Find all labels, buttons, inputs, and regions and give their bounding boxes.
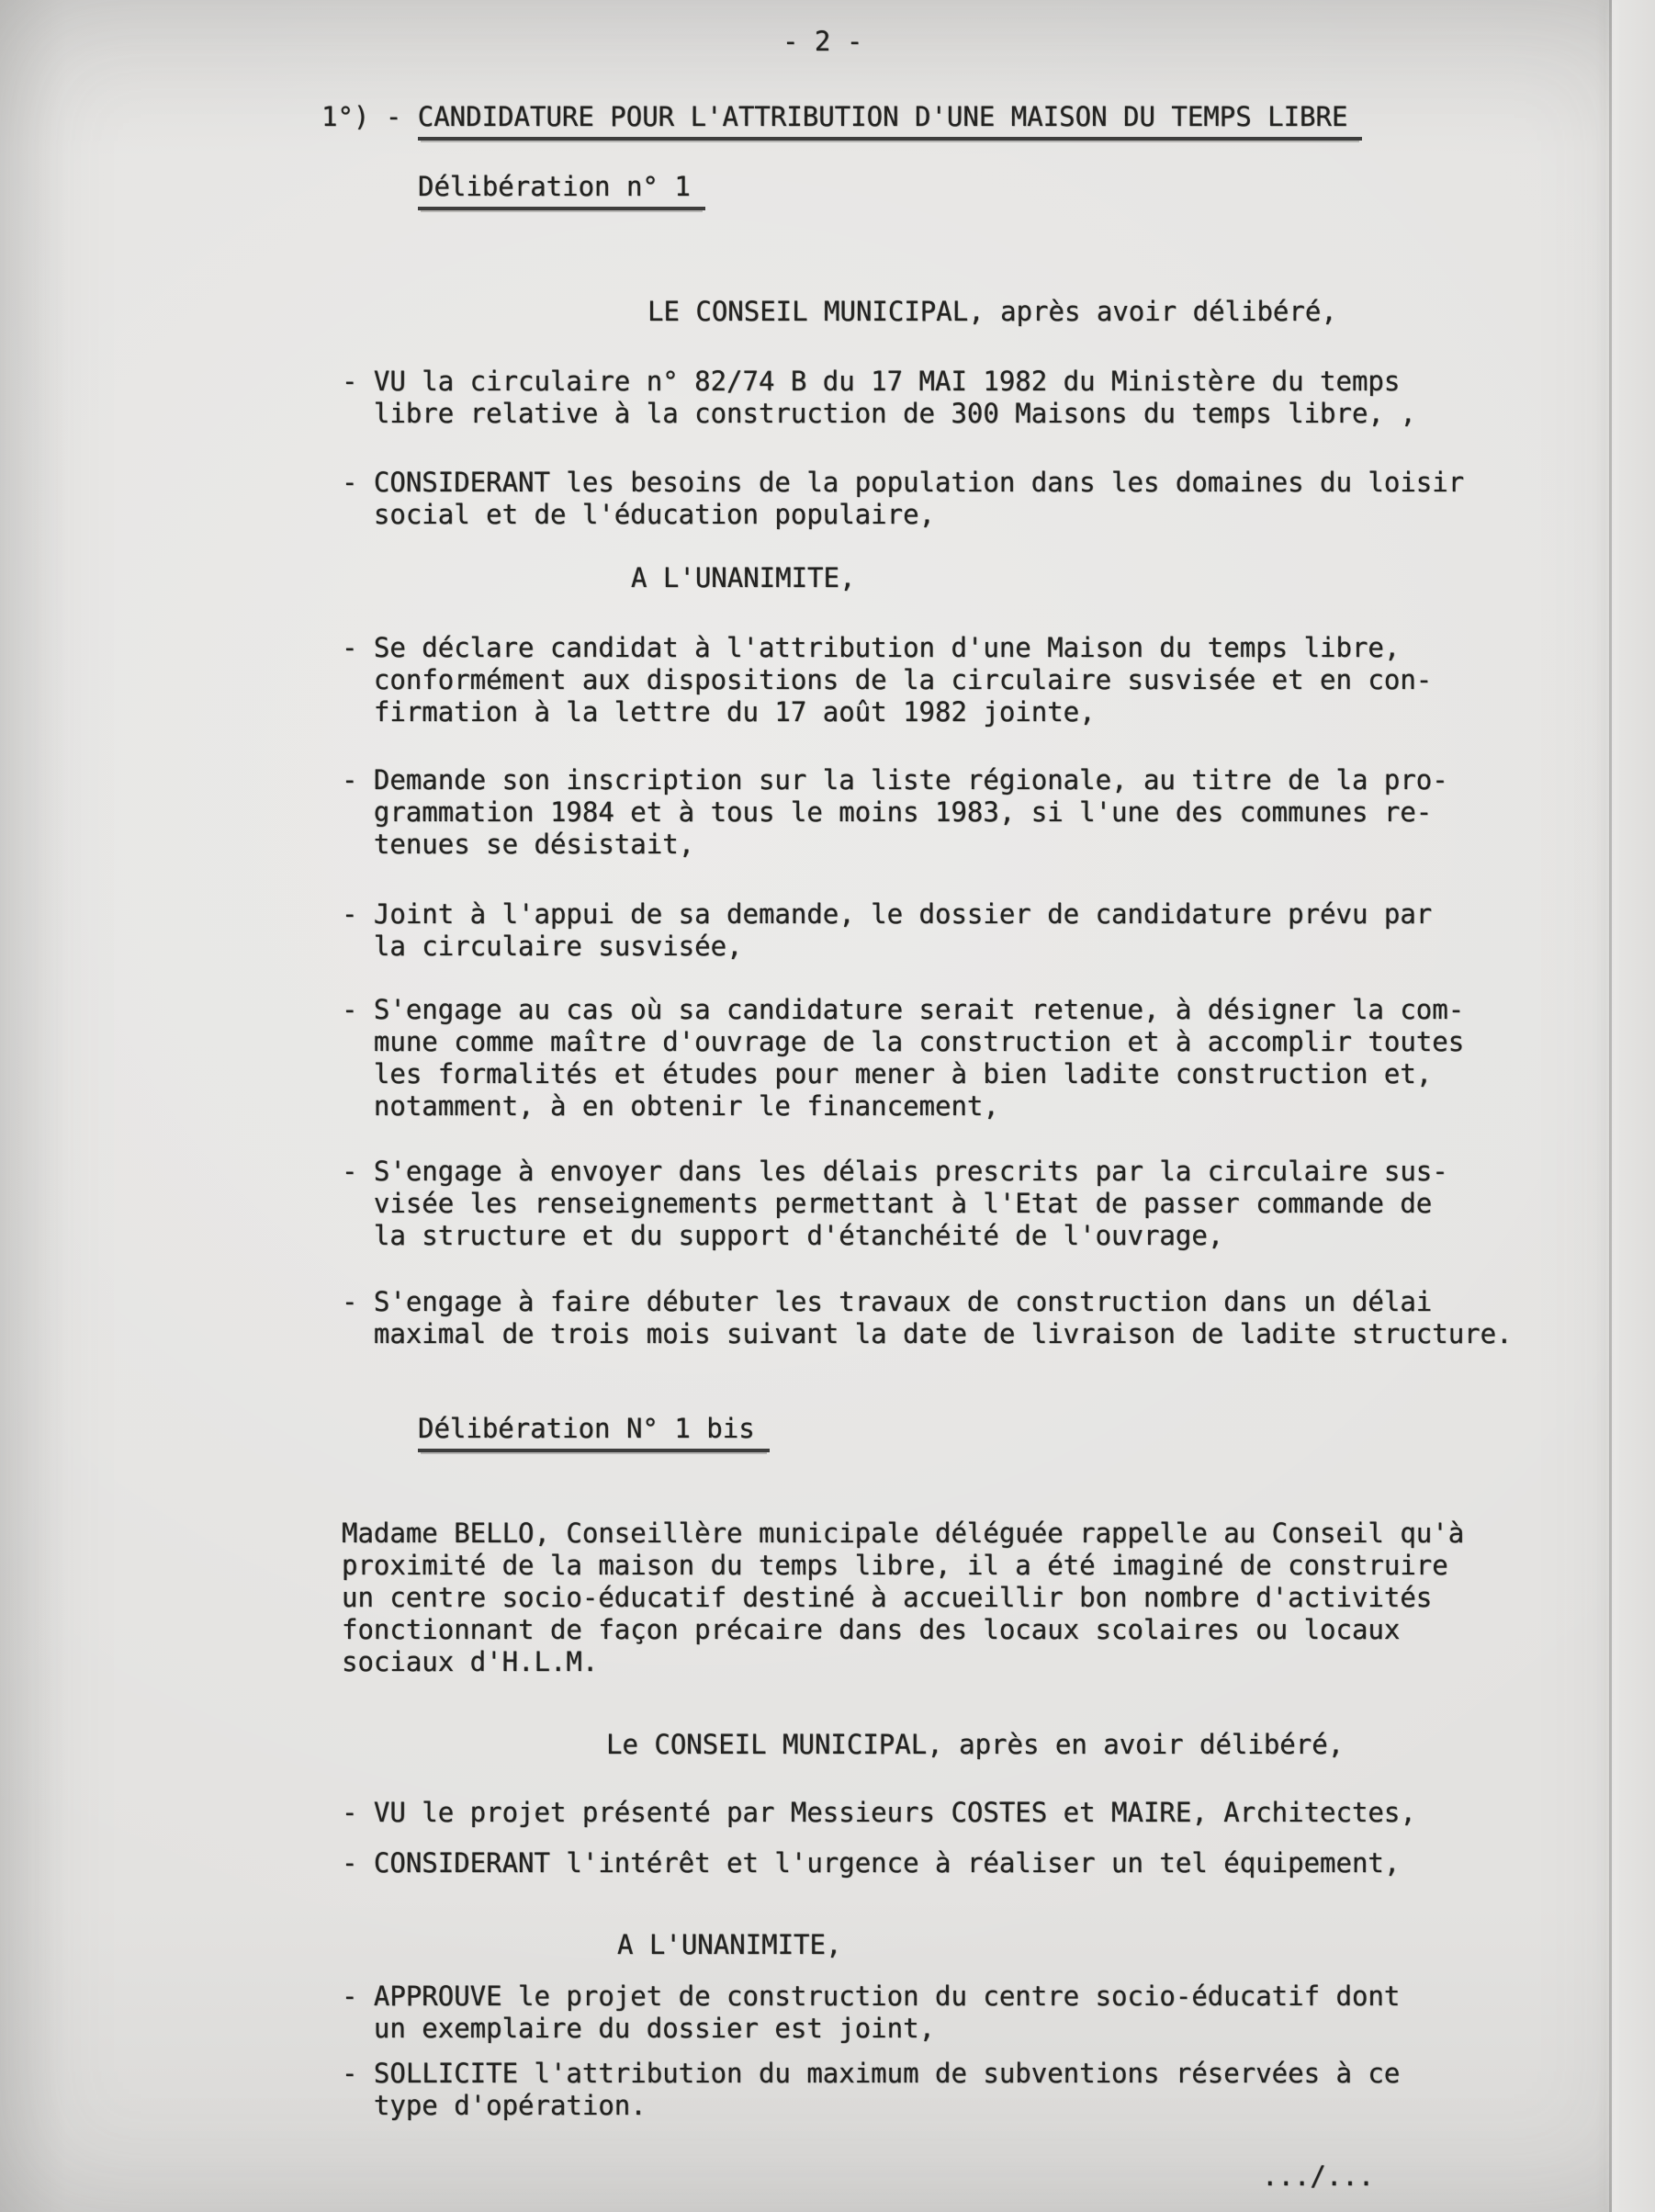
deliberation-1-heading-title: Délibération n° 1 (418, 171, 705, 210)
text-line: - Demande son inscription sur la liste régionale, au titre de la pro- (342, 764, 1448, 796)
resolution-demande-inscription (342, 764, 1448, 861)
unanimite-2 (617, 1929, 841, 1961)
text-line: un centre socio-éducatif destiné à accueillir bon nombre d'activités (342, 1582, 1433, 1613)
section-1-heading-number: 1°) - (321, 101, 418, 132)
text-line: .../... (1262, 2161, 1375, 2192)
text-line: - CONSIDERANT les besoins de la population dans les domaines du loisir (342, 467, 1465, 498)
text-line: sociaux d'H.L.M. (342, 1646, 599, 1677)
clause-vu-projet (342, 1797, 1416, 1829)
paragraph-bello (342, 1518, 1464, 1678)
section-1-heading-title: CANDIDATURE POUR L'ATTRIBUTION D'UNE MAISON DU TEMPS LIBRE (418, 101, 1363, 141)
text-line: type d'opération. (342, 2090, 647, 2121)
text-line: la structure et du support d'étanchéité de l'ouvrage, (342, 1220, 1224, 1251)
text-line: les formalités et études pour mener à bien ladite construction et, (342, 1058, 1433, 1089)
council-opening-2 (606, 1729, 1344, 1761)
resolution-approuve (342, 1981, 1400, 2045)
text-line: LE CONSEIL MUNICIPAL, après avoir délibéré, (647, 296, 1337, 327)
text-line: libre relative à la construction de 300 Maisons du temps libre, , (342, 398, 1416, 429)
text-line: - S'engage au cas où sa candidature serait retenue, à désigner la com- (342, 994, 1465, 1025)
text-line: fonctionnant de façon précaire dans des locaux scolaires ou locaux (342, 1614, 1401, 1645)
clause-considerant-interet (342, 1847, 1400, 1879)
resolution-se-declare (342, 632, 1432, 728)
text-line: - S'engage à faire débuter les travaux de construction dans un délai (342, 1286, 1433, 1317)
text-line: grammation 1984 et à tous le moins 1983, si l'une des communes re- (342, 796, 1433, 828)
text-line: firmation à la lettre du 17 août 1982 jointe, (342, 696, 1096, 728)
paper-edge-crease (1609, 0, 1612, 2212)
text-line: mune comme maître d'ouvrage de la construction et à accomplir toutes (342, 1026, 1465, 1057)
section-1-heading (321, 101, 1362, 133)
text-line: notamment, à en obtenir le financement, (342, 1090, 999, 1122)
resolution-engage-maitre-ouvrage (342, 994, 1464, 1123)
text-line: - VU le projet présenté par Messieurs COSTES et MAIRE, Architectes, (342, 1797, 1416, 1828)
text-line: - APPROUVE le projet de construction du centre socio-éducatif dont (342, 1981, 1401, 2012)
text-line: conformément aux dispositions de la circulaire susvisée et en con- (342, 664, 1433, 695)
clause-vu-circulaire (342, 366, 1416, 430)
text-line: - VU la circulaire n° 82/74 B du 17 MAI 1982 du Ministère du temps (342, 366, 1401, 397)
text-line: proximité de la maison du temps libre, il a été imaginé de construire (342, 1550, 1448, 1581)
text-line: - S'engage à envoyer dans les délais prescrits par la circulaire sus- (342, 1156, 1448, 1187)
resolution-sollicite (342, 2058, 1400, 2122)
text-line: A L'UNANIMITE, (617, 1929, 842, 1960)
text-line: - CONSIDERANT l'intérêt et l'urgence à réaliser un tel équipement, (342, 1847, 1401, 1879)
resolution-engage-renseignements (342, 1156, 1448, 1252)
resolution-joint-dossier (342, 898, 1432, 963)
text-line: social et de l'éducation populaire, (342, 499, 936, 530)
text-line: - Se déclare candidat à l'attribution d'une Maison du temps libre, (342, 632, 1401, 663)
text-line: un exemplaire du dossier est joint, (342, 2013, 936, 2044)
council-opening-1 (647, 296, 1337, 328)
text-line: - Joint à l'appui de sa demande, le dossier de candidature prévu par (342, 898, 1433, 930)
text-line: tenues se désistait, (342, 829, 695, 860)
deliberation-1bis-heading-title: Délibération N° 1 bis (418, 1413, 770, 1452)
text-line: la circulaire susvisée, (342, 931, 743, 962)
text-line: Madame BELLO, Conseillère municipale déléguée rappelle au Conseil qu'à (342, 1518, 1465, 1549)
unanimite-1 (631, 562, 855, 594)
text-line: Le CONSEIL MUNICIPAL, après en avoir délibéré, (606, 1729, 1345, 1760)
deliberation-1-heading (418, 171, 705, 203)
text-line: - SOLLICITE l'attribution du maximum de subventions réservées à ce (342, 2058, 1401, 2089)
text-line: visée les renseignements permettant à l'Etat de passer commande de (342, 1188, 1433, 1219)
footer-continuation-mark (1262, 2161, 1374, 2193)
text-line: maximal de trois mois suivant la date de livraison de ladite structure. (342, 1318, 1513, 1349)
text-line: - 2 - (782, 26, 863, 57)
page-number (782, 26, 862, 58)
resolution-engage-travaux (342, 1286, 1513, 1350)
paper-right-margin (1612, 0, 1655, 2212)
deliberation-1bis-heading (418, 1413, 770, 1445)
clause-considerant-besoins (342, 467, 1464, 531)
text-line: A L'UNANIMITE, (631, 562, 856, 593)
